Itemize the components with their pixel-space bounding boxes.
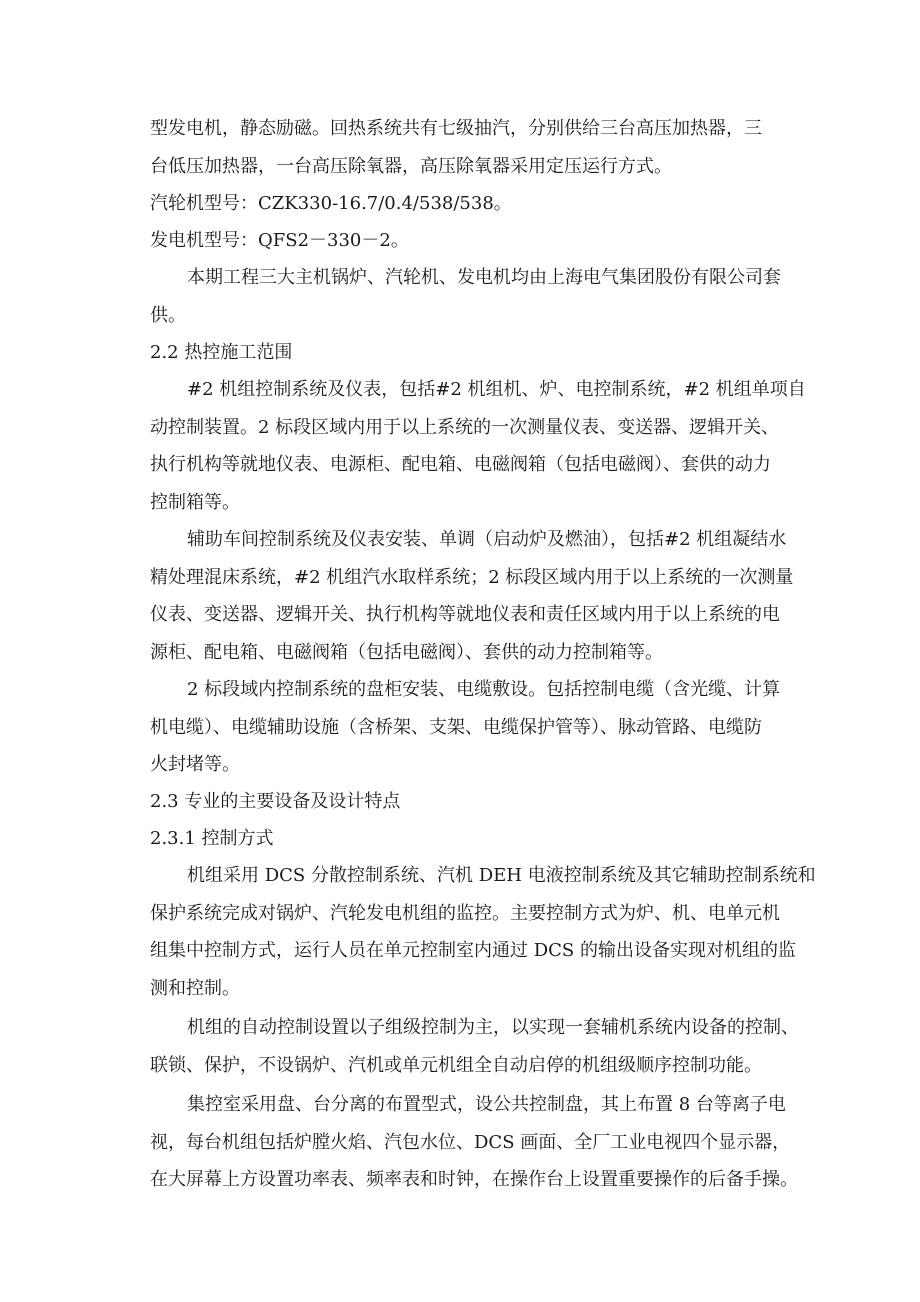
paragraph-control-method: [150, 857, 816, 1007]
section-heading-2-2: [150, 334, 774, 372]
heading-text: 2.2 热控施工范围: [150, 342, 293, 363]
text-line: 组集中控制方式，运行人员在单元控制室内通过 DCS 的输出设备实现对机组的监: [150, 940, 796, 961]
paragraph-generator-intro: [150, 110, 774, 185]
text-line: 辅助车间控制系统及仪表安装、单调（启动炉及燃油），包括#2 机组凝结水: [187, 529, 787, 550]
text-line: 精处理混床系统，#2 机组汽水取样系统；2 标段区域内用于以上系统的一次测量: [150, 566, 794, 588]
paragraph-turbine-model: [150, 185, 774, 223]
text-line: 动控制装置。2 标段区域内用于以上系统的一次测量仪表、变送器、逻辑开关、: [150, 416, 780, 438]
paragraph-main-equipment-supplier: [150, 259, 781, 334]
heading-text: 2.3 专业的主要设备及设计特点: [150, 791, 401, 812]
section-heading-2-3: [150, 783, 774, 821]
text-line: 汽轮机型号：CZK330-16.7/0.4/538/538。: [150, 193, 512, 214]
text-line: 集控室采用盘、台分离的布置型式，设公共控制盘，其上布置 8 台等离子电: [187, 1094, 786, 1115]
text-line: 测和控制。: [150, 977, 240, 999]
text-line: 本期工程三大主机锅炉、汽轮机、发电机均由上海电气集团股份有限公司套: [187, 267, 781, 288]
text-line: 供。: [150, 304, 186, 326]
text-line: 保护系统完成对锅炉、汽轮发电机组的监控。主要控制方式为炉、机、电单元机: [150, 902, 780, 924]
text-line: 2 标段域内控制系统的盘柜安装、电缆敷设。包括控制电缆（含光缆、计算: [187, 679, 781, 700]
text-line: 发电机型号：QFS2－330－2。: [150, 230, 409, 251]
text-line: 联锁、保护，不设锅炉、汽机或单元机组全自动启停的机组级顺序控制功能。: [150, 1054, 762, 1076]
text-line: 执行机构等就地仪表、电源柜、配电箱、电磁阀箱（包括电磁阀）、套供的动力: [150, 454, 771, 475]
paragraph-generator-model: [150, 222, 774, 260]
text-line: 控制箱等。: [150, 491, 240, 513]
text-line: 机组采用 DCS 分散控制系统、汽机 DEH 电液控制系统及其它辅助控制系统和: [187, 865, 816, 886]
section-heading-2-3-1: [150, 820, 774, 858]
text-line: 型发电机，静态励磁。回热系统共有七级抽汽，分别供给三台高压加热器，三: [150, 118, 762, 139]
paragraph-control-room-layout: [150, 1086, 798, 1199]
text-line: 机组的自动控制设置以子组级控制为主，以实现一套辅机系统内设备的控制、: [187, 1017, 799, 1038]
text-line: 在大屏幕上方设置功率表、频率表和时钟，在操作台上设置重要操作的后备手操。: [150, 1169, 798, 1190]
text-line: 机电缆）、电缆辅助设施（含桥架、支架、电缆保护管等）、脉动管路、电缆防: [150, 716, 762, 738]
paragraph-auxiliary-workshop-scope: [150, 521, 794, 671]
heading-text: 2.3.1 控制方式: [150, 828, 274, 849]
text-line: 火封堵等。: [150, 754, 240, 775]
text-line: 源柜、配电箱、电磁阀箱（包括电磁阀）、套供的动力控制箱等。: [150, 641, 663, 663]
text-line: #2 机组控制系统及仪表，包括#2 机组机、炉、电控制系统，#2 机组单项自: [187, 379, 806, 400]
text-line: 台低压加热器，一台高压除氧器，高压除氧器采用定压运行方式。: [150, 155, 672, 177]
paragraph-cabinet-cable-scope: [150, 671, 781, 784]
text-line: 仪表、变送器、逻辑开关、执行机构等就地仪表和责任区域内用于以上系统的电: [150, 604, 780, 625]
paragraph-unit2-control-scope: [150, 371, 806, 521]
text-line: 视，每台机组包括炉膛火焰、汽包水位、DCS 画面、全厂工业电视四个显示器，: [150, 1131, 791, 1153]
paragraph-auto-control: [150, 1009, 799, 1084]
